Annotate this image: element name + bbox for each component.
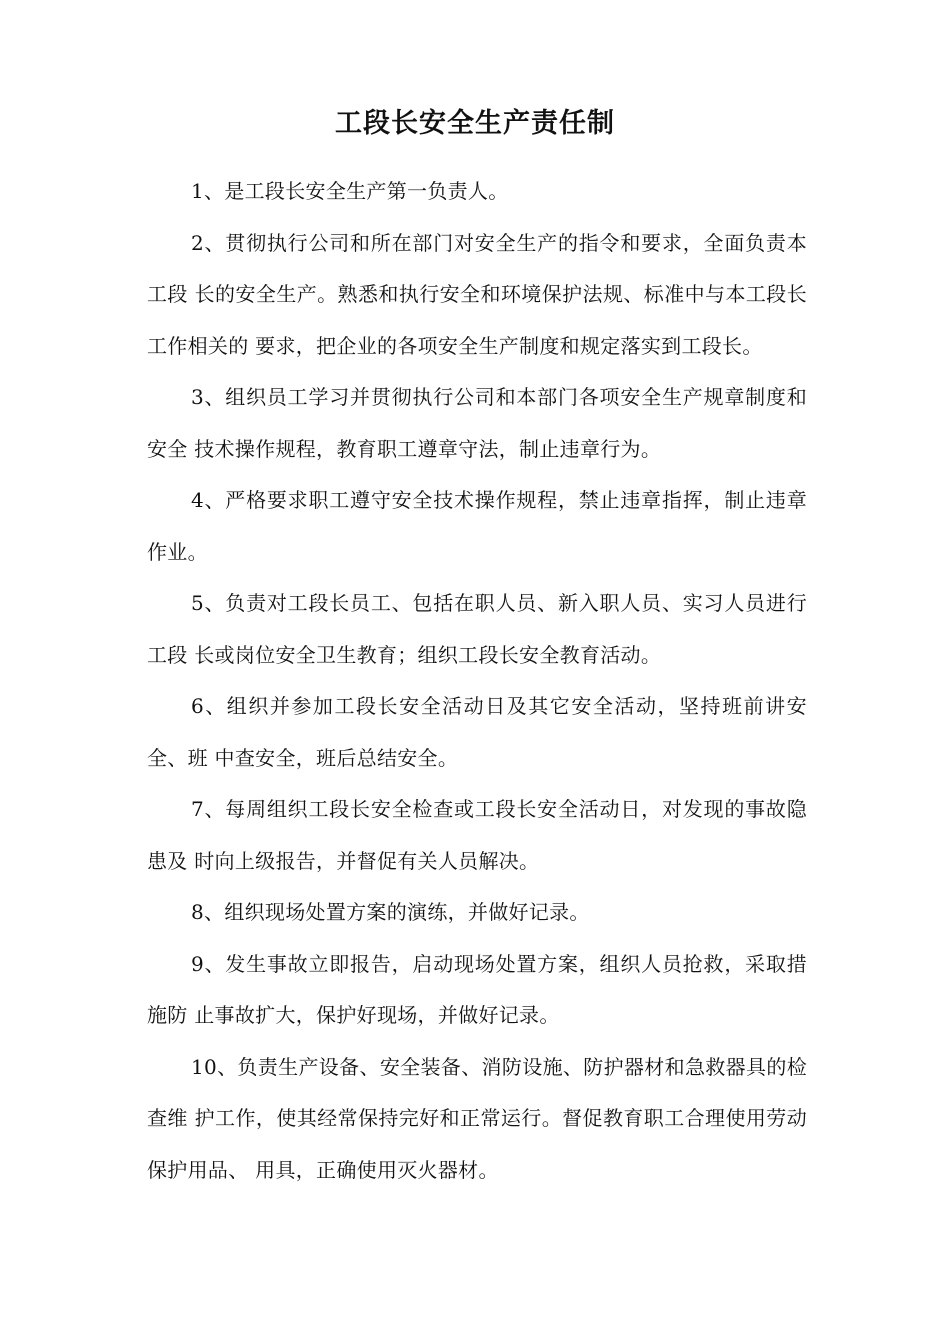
paragraph-8: 8、组织现场处置方案的演练，并做好记录。 [191,900,590,924]
paragraph-2: 2、贯彻执行公司和所在部门对安全生产的指令和要求，全面负责本工段 长的安全生产。熟悉和执行安全和环境保护法规、标准中与本工段长工作相关的 要求，把企业的各项安全生产制度和规定落实到工段长。 [147,230,807,358]
paragraph-10: 10、负责生产设备、安全装备、消防设施、防护器材和急救器具的检查维 护工作，使其经常保持完好和正常运行。督促教育职工合理使用劳动保护用品、 用具，正确使用灭火器材。 [147,1054,807,1182]
paragraph-6: 6、组织并参加工段长安全活动日及其它安全活动，坚持班前讲安全、班 中查安全，班后总结安全。 [147,694,807,770]
document-title: 工段长安全生产责任制 [335,108,615,139]
paragraph-3: 3、组织员工学习并贯彻执行公司和本部门各项安全生产规章制度和安全 技术操作规程，教育职工遵章守法，制止违章行为。 [147,385,807,461]
paragraph-5: 5、负责对工段长员工、包括在职人员、新入职人员、实习人员进行工段 长或岗位安全卫生教育；组织工段长安全教育活动。 [147,591,807,667]
paragraph-7: 7、每周组织工段长安全检查或工段长安全活动日，对发现的事故隐患及 时向上级报告，并督促有关人员解决。 [147,797,807,873]
paragraph-9: 9、发生事故立即报告，启动现场处置方案，组织人员抢救，采取措施防 止事故扩大，保护好现场，并做好记录。 [147,951,807,1027]
document-body [147,166,807,1196]
paragraph-4: 4、严格要求职工遵守安全技术操作规程，禁止违章指挥，制止违章作业。 [147,488,807,564]
paragraph-1: 1、是工段长安全生产第一负责人。 [191,179,509,203]
